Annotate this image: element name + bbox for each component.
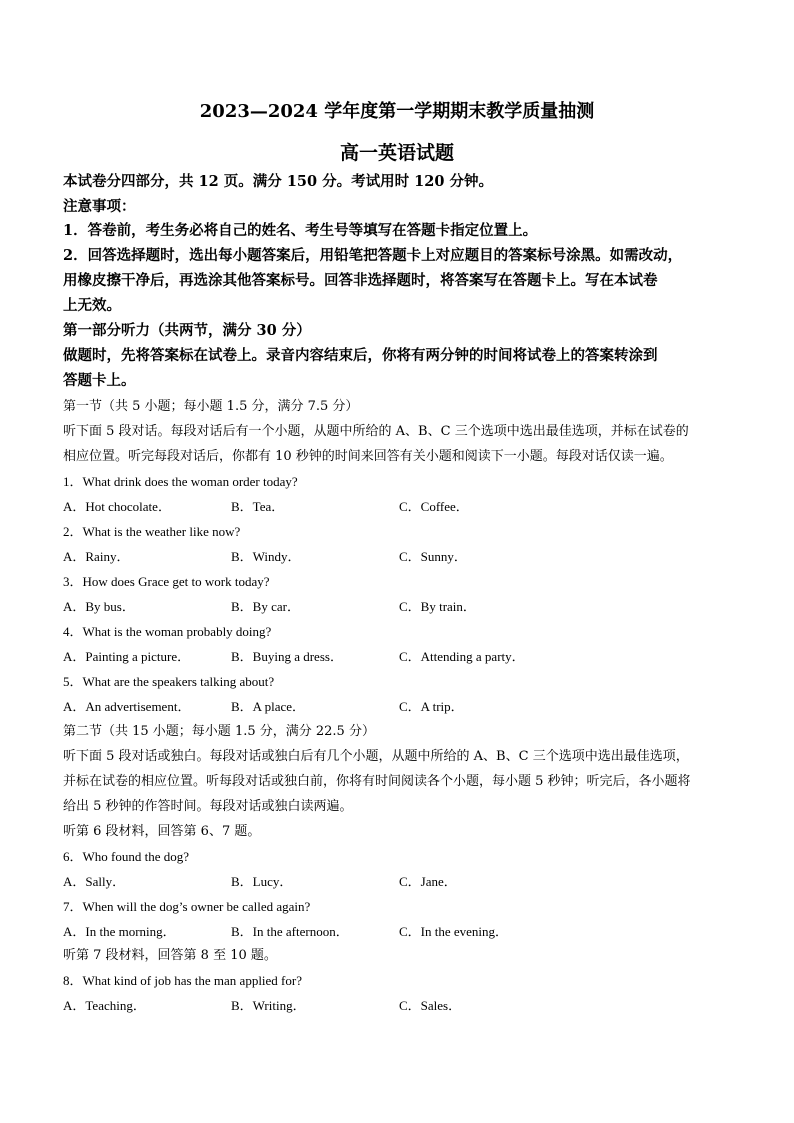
question-3-option-c: C．By train． — [399, 599, 476, 614]
question-6: 6．Who found the dog? — [63, 849, 190, 864]
section1-instruction-line-1: 听下面 5 段对话。每段对话后有一个小题，从题中所给的 A、B、C 三个选项中选出最佳选项，并标在试卷的 — [63, 424, 689, 439]
question-5-option-c: C．A trip． — [399, 699, 464, 714]
question-2-option-a: A．Rainy． — [63, 549, 130, 564]
question-1: 1．What drink does the woman order today? — [63, 474, 298, 489]
question-6-option-a: A．Sally． — [63, 874, 126, 889]
section2-instruction-line-3: 给出 5 秒钟的作答时间。每段对话或独白读两遍。 — [63, 799, 353, 814]
notice-item-2-line-3: 上无效。 — [63, 297, 121, 314]
question-4-option-b: B．Buying a dress． — [231, 649, 343, 664]
question-3-option-a: A．By bus． — [63, 599, 135, 614]
page-title: 2023—2024 学年度第一学期期末教学质量抽测 — [199, 101, 595, 122]
part1-instruction-line-2: 答题卡上。 — [63, 372, 136, 389]
notice-item-2-line-1: 2．回答选择题时，选出每小题答案后，用铅笔把答题卡上对应题目的答案标号涂黑。如需改动， — [63, 247, 683, 264]
question-8-option-c: C．Sales． — [399, 998, 462, 1013]
question-1-option-c: C．Coffee． — [399, 499, 469, 514]
question-1-option-a: A．Hot chocolate． — [63, 499, 171, 514]
question-7-option-b: B．In the afternoon． — [231, 924, 349, 939]
notice-title: 注意事项： — [63, 198, 136, 215]
question-2-option-b: B．Windy． — [231, 549, 301, 564]
question-3-option-b: B．By car． — [231, 599, 300, 614]
question-4: 4．What is the woman probably doing? — [63, 624, 272, 639]
section2-instruction-line-1: 听下面 5 段对话或独白。每段对话或独白后有几个小题，从题中所给的 A、B、C 三个选项中选出最佳选项， — [63, 749, 689, 764]
question-8-option-b: B．Writing． — [231, 998, 306, 1013]
group-7-heading: 听第 7 段材料，回答第 8 至 10 题。 — [63, 948, 277, 963]
section1-instruction-line-2: 相应位置。听完每段对话后，你都有 10 秒钟的时间来回答有关小题和阅读下一小题。每段对话仅读一遍。 — [63, 449, 673, 464]
group-6-heading: 听第 6 段材料，回答第 6、7 题。 — [63, 824, 261, 839]
notice-item-2-line-2: 用橡皮擦干净后，再选涂其他答案标号。回答非选择题时，将答案写在答题卡上。写在本试卷 — [63, 272, 658, 289]
page-subtitle: 高一英语试题 — [339, 142, 454, 164]
question-4-option-a: A．Painting a picture． — [63, 649, 191, 664]
question-5: 5．What are the speakers talking about? — [63, 674, 275, 689]
question-8: 8．What kind of job has the man applied for? — [63, 973, 302, 988]
question-2-option-c: C．Sunny． — [399, 549, 467, 564]
question-5-option-b: B．A place． — [231, 699, 306, 714]
question-1-option-b: B．Tea． — [231, 499, 285, 514]
question-2: 2．What is the weather like now? — [63, 524, 241, 539]
question-7-option-a: A．In the morning． — [63, 924, 176, 939]
question-8-option-a: A．Teaching． — [63, 998, 146, 1013]
section1-title: 第一节（共 5 小题；每小题 1.5 分，满分 7.5 分） — [63, 399, 359, 414]
question-7: 7．When will the dog’s owner be called again? — [63, 899, 311, 914]
question-3: 3．How does Grace get to work today? — [63, 574, 270, 589]
notice-item-1: 1．答卷前，考生务必将自己的姓名、考生号等填写在答题卡指定位置上。 — [63, 222, 538, 239]
question-5-option-a: A．An advertisement． — [63, 699, 191, 714]
intro-line: 本试卷分四部分，共 12 页。满分 150 分。考试用时 120 分钟。 — [63, 173, 493, 190]
part1-instruction-line-1: 做题时，先将答案标在试卷上。录音内容结束后，你将有两分钟的时间将试卷上的答案转涂到 — [63, 347, 658, 364]
question-6-option-b: B．Lucy． — [231, 874, 293, 889]
part1-title: 第一部分听力（共两节，满分 30 分） — [63, 322, 311, 339]
section2-instruction-line-2: 并标在试卷的相应位置。听每段对话或独白前，你将有时间阅读各个小题，每小题 5 秒钟；听完后，各小题将 — [63, 774, 691, 789]
question-6-option-c: C．Jane． — [399, 874, 457, 889]
question-4-option-c: C．Attending a party． — [399, 649, 525, 664]
question-7-option-c: C．In the evening． — [399, 924, 509, 939]
section2-title: 第二节（共 15 小题；每小题 1.5 分，满分 22.5 分） — [63, 724, 375, 739]
